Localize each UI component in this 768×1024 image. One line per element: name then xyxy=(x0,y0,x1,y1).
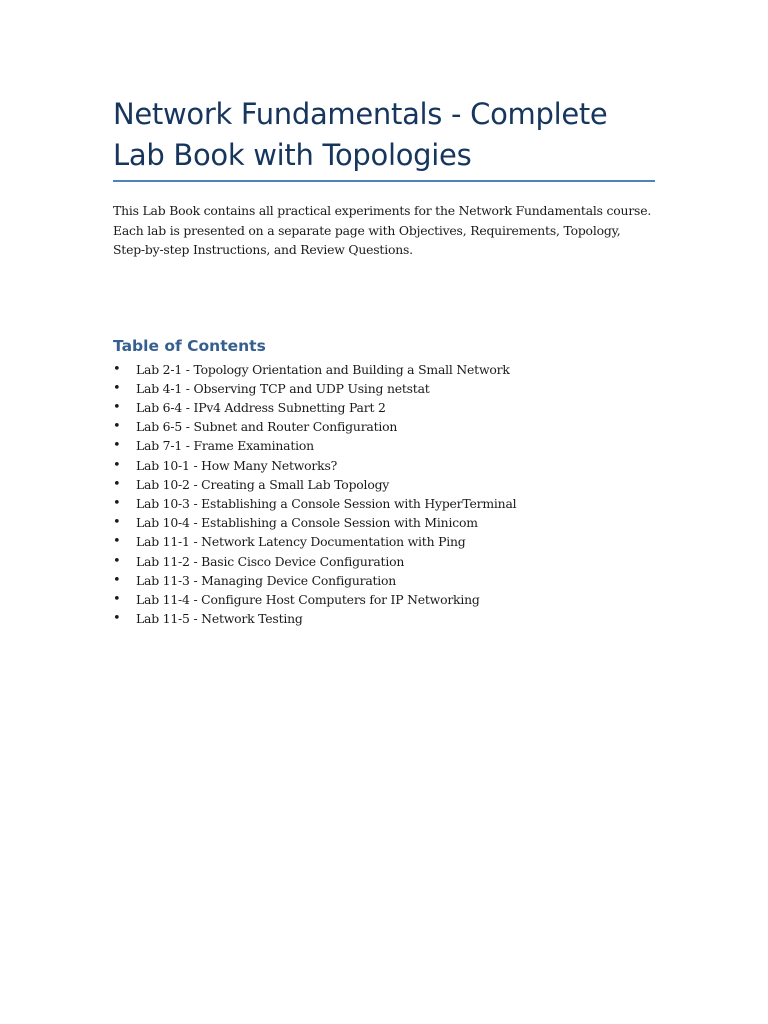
toc-item-label: Lab 6-4 - IPv4 Address Subnetting Part 2 xyxy=(136,399,386,415)
bullet-icon: • xyxy=(113,553,121,569)
toc-item xyxy=(113,609,655,628)
toc-item-label: Lab 10-1 - How Many Networks? xyxy=(136,457,338,473)
toc-item-label: Lab 4-1 - Observing TCP and UDP Using netstat xyxy=(136,380,430,396)
bullet-icon: • xyxy=(113,380,121,396)
toc-item xyxy=(113,360,655,379)
toc-item-label: Lab 2-1 - Topology Orientation and Building a Small Network xyxy=(136,361,510,377)
toc-item xyxy=(113,494,655,513)
toc-heading: Table of Contents xyxy=(113,336,266,355)
toc-item xyxy=(113,436,655,455)
toc-item-label: Lab 10-2 - Creating a Small Lab Topology xyxy=(136,476,390,492)
bullet-icon: • xyxy=(113,438,121,454)
document-title: Network Fundamentals - Complete Lab Book with Topologies xyxy=(113,97,608,172)
bullet-icon: • xyxy=(113,611,121,627)
toc-item-label: Lab 11-3 - Managing Device Configuration xyxy=(136,572,397,588)
toc-item-label: Lab 10-3 - Establishing a Console Session with HyperTerminal xyxy=(136,495,517,511)
toc-item-label: Lab 11-5 - Network Testing xyxy=(136,611,303,627)
bullet-icon: • xyxy=(113,361,121,377)
toc-item-label: Lab 10-4 - Establishing a Console Session with Minicom xyxy=(136,515,478,531)
toc-item xyxy=(113,532,655,551)
toc-item xyxy=(113,398,655,417)
toc-item xyxy=(113,456,655,475)
toc-list xyxy=(113,360,655,629)
bullet-icon: • xyxy=(113,515,121,531)
document-page xyxy=(113,94,655,628)
title-underline xyxy=(113,180,655,182)
toc-item xyxy=(113,379,655,398)
toc-item-label: Lab 11-4 - Configure Host Computers for IP Networking xyxy=(136,591,480,607)
toc-item-label: Lab 7-1 - Frame Examination xyxy=(136,438,314,454)
bullet-icon: • xyxy=(113,419,121,435)
bullet-icon: • xyxy=(113,534,121,550)
bullet-icon: • xyxy=(113,399,121,415)
bullet-icon: • xyxy=(113,495,121,511)
toc-item xyxy=(113,475,655,494)
toc-item-label: Lab 11-1 - Network Latency Documentation with Ping xyxy=(136,534,466,550)
toc-item-label: Lab 11-2 - Basic Cisco Device Configuration xyxy=(136,553,405,569)
toc-item xyxy=(113,571,655,590)
toc-item xyxy=(113,552,655,571)
toc-item-label: Lab 6-5 - Subnet and Router Configuration xyxy=(136,419,398,435)
bullet-icon: • xyxy=(113,572,121,588)
toc-item xyxy=(113,590,655,609)
toc-item xyxy=(113,417,655,436)
bullet-icon: • xyxy=(113,457,121,473)
bullet-icon: • xyxy=(113,591,121,607)
toc-item xyxy=(113,513,655,532)
intro-paragraph: This Lab Book contains all practical experiments for the Network Fundamentals course. Each lab is presented on a separate page with Objectives, Requirements, Topology, Step-by-step Instructions, and Review Questions. xyxy=(113,203,652,257)
bullet-icon: • xyxy=(113,476,121,492)
